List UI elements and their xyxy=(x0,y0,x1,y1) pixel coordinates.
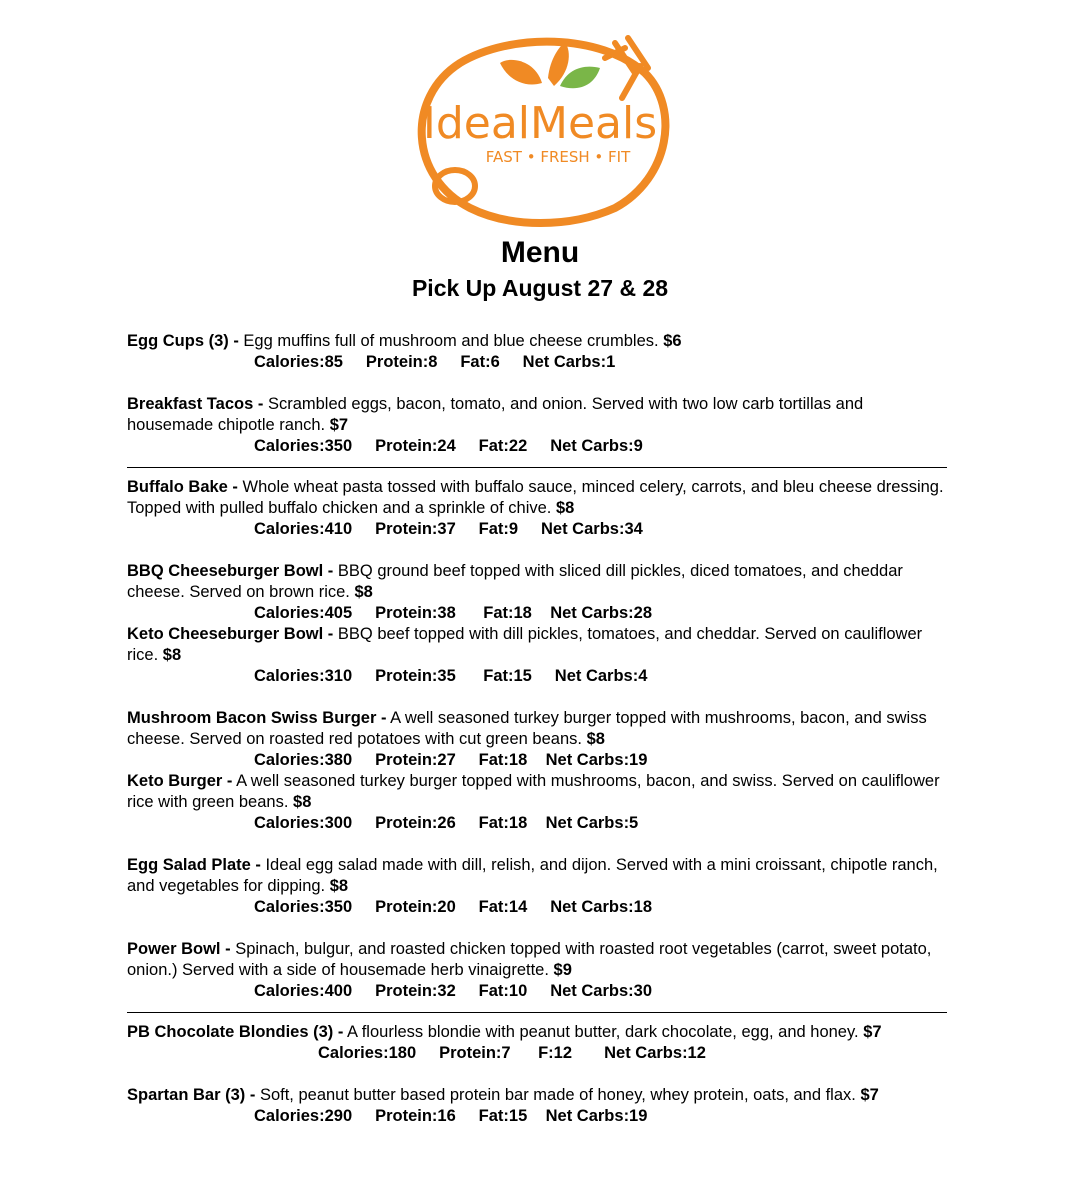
item-description: Scrambled eggs, bacon, tomato, and onion. Served with two low carb tortillas and housemade chipotle ranch. xyxy=(127,395,864,434)
carbs-value: Net Carbs:1 xyxy=(522,353,616,371)
carbs-value: Net Carbs:34 xyxy=(541,520,643,538)
item-name: Power Bowl - xyxy=(127,940,231,958)
item-name: Breakfast Tacos - xyxy=(127,395,264,413)
carbs-value: Net Carbs:4 xyxy=(554,667,648,685)
item-price: $8 xyxy=(555,499,575,517)
fat-value: Fat:10 xyxy=(478,982,528,1000)
fat-value: Fat:15 xyxy=(478,1107,528,1125)
item-price: $9 xyxy=(553,961,572,979)
calories-value: Calories:400 xyxy=(254,982,353,1000)
protein-value: Protein:7 xyxy=(439,1044,511,1062)
item-description: A flourless blondie with peanut butter, dark chocolate, egg, and honey. xyxy=(347,1023,859,1041)
calories-value: Calories:410 xyxy=(254,520,353,538)
section-divider xyxy=(127,1012,947,1013)
calories-value: Calories:405 xyxy=(254,604,353,622)
item-price: $7 xyxy=(860,1086,879,1104)
item-description: Ideal egg salad made with dill, relish, and dijon. Served with a mini croissant, chipotle ranch, and vegetables for dipping. xyxy=(127,856,938,895)
menu-item xyxy=(127,1022,947,1043)
item-price: $8 xyxy=(329,877,349,895)
item-name: Keto Cheeseburger Bowl - xyxy=(127,625,334,643)
carbs-value: Net Carbs:9 xyxy=(550,437,643,455)
menu-item xyxy=(127,477,947,519)
item-nutrition xyxy=(127,352,947,373)
item-nutrition xyxy=(127,750,947,771)
ideal-meals-logo xyxy=(400,28,680,233)
carbs-value: Net Carbs:12 xyxy=(604,1044,706,1062)
item-price: $8 xyxy=(162,646,182,664)
leaf-right-icon xyxy=(560,67,600,89)
protein-value: Protein:32 xyxy=(375,982,456,1000)
fat-value: Fat:9 xyxy=(478,520,519,538)
calories-value: Calories:350 xyxy=(254,898,353,916)
calories-value: Calories:310 xyxy=(254,667,353,685)
item-description: BBQ beef topped with dill pickles, tomatoes, and cheddar. Served on cauliflower rice. xyxy=(127,625,923,664)
item-name: Keto Burger - xyxy=(127,772,233,790)
protein-value: Protein:38 xyxy=(375,604,456,622)
item-price: $7 xyxy=(329,416,349,434)
fat-value: Fat:18 xyxy=(478,814,528,832)
item-name: Spartan Bar (3) - xyxy=(127,1086,256,1104)
menu-item xyxy=(127,855,947,897)
item-price: $8 xyxy=(586,730,605,748)
item-description: Egg muffins full of mushroom and blue cheese crumbles. xyxy=(243,332,659,350)
item-price: $6 xyxy=(663,332,682,350)
item-name: BBQ Cheeseburger Bowl - xyxy=(127,562,334,580)
calories-value: Calories:85 xyxy=(254,353,343,371)
item-nutrition xyxy=(127,519,947,540)
fat-value: Fat:6 xyxy=(460,353,500,371)
menu-item xyxy=(127,939,947,981)
item-description: Spinach, bulgur, and roasted chicken topped with roasted root vegetables (carrot, sweet potato, onion.) Served with a side of housemade herb vinaigrette. xyxy=(127,940,932,979)
menu-item xyxy=(127,331,947,352)
protein-value: Protein:8 xyxy=(365,353,438,371)
calories-value: Calories:290 xyxy=(254,1107,353,1125)
fat-value: Fat:22 xyxy=(478,437,528,455)
fat-value: F:12 xyxy=(538,1044,573,1062)
item-name: PB Chocolate Blondies (3) - xyxy=(127,1023,344,1041)
carbs-value: Net Carbs:19 xyxy=(545,1107,648,1125)
item-nutrition xyxy=(127,666,947,687)
fat-value: Fat:15 xyxy=(483,667,532,685)
menu-item xyxy=(127,394,947,436)
protein-value: Protein:27 xyxy=(375,751,456,769)
carbs-value: Net Carbs:28 xyxy=(550,604,653,622)
carbs-value: Net Carbs:30 xyxy=(550,982,652,1000)
logo-tagline: FAST • FRESH • FIT xyxy=(485,148,631,166)
leaf-left-icon xyxy=(500,60,542,85)
item-nutrition xyxy=(127,1106,947,1127)
fat-value: Fat:18 xyxy=(478,751,528,769)
carbs-value: Net Carbs:19 xyxy=(545,751,648,769)
item-description: A well seasoned turkey burger topped with mushrooms, bacon, and swiss cheese. Served on roasted red potatoes with cut green beans. xyxy=(127,709,927,748)
item-nutrition xyxy=(127,1043,947,1064)
protein-value: Protein:24 xyxy=(375,437,456,455)
item-price: $8 xyxy=(354,583,373,601)
carbs-value: Net Carbs:18 xyxy=(550,898,652,916)
item-description: BBQ ground beef topped with sliced dill pickles, diced tomatoes, and cheddar cheese. Served on brown rice. xyxy=(127,562,903,601)
carbs-value: Net Carbs:5 xyxy=(545,814,639,832)
protein-value: Protein:26 xyxy=(375,814,456,832)
item-name: Egg Salad Plate - xyxy=(127,856,261,874)
fat-value: Fat:18 xyxy=(483,604,532,622)
menu-item xyxy=(127,771,947,813)
calories-value: Calories:300 xyxy=(254,814,353,832)
protein-value: Protein:37 xyxy=(375,520,456,538)
item-nutrition xyxy=(127,813,947,834)
item-nutrition xyxy=(127,603,947,624)
item-price: $7 xyxy=(863,1023,882,1041)
item-description: Soft, peanut butter based protein bar made of honey, whey protein, oats, and flax. xyxy=(259,1086,856,1104)
menu-list xyxy=(127,331,947,1127)
item-nutrition xyxy=(127,436,947,457)
protein-value: Protein:16 xyxy=(375,1107,456,1125)
logo-graphic xyxy=(400,28,680,233)
protein-value: Protein:35 xyxy=(375,667,456,685)
pickup-subtitle: Pick Up August 27 & 28 xyxy=(411,275,669,301)
item-name: Buffalo Bake - xyxy=(127,478,238,496)
calories-value: Calories:380 xyxy=(254,751,353,769)
item-nutrition xyxy=(127,981,947,1002)
item-nutrition xyxy=(127,897,947,918)
menu-item xyxy=(127,624,947,666)
page-title: Menu xyxy=(500,236,580,269)
calories-value: Calories:180 xyxy=(318,1044,417,1062)
item-name: Mushroom Bacon Swiss Burger - xyxy=(127,709,387,727)
item-name: Egg Cups (3) - xyxy=(127,332,239,350)
protein-value: Protein:20 xyxy=(375,898,456,916)
section-divider xyxy=(127,467,947,468)
menu-item xyxy=(127,1085,947,1106)
menu-item xyxy=(127,708,947,750)
fat-value: Fat:14 xyxy=(478,898,528,916)
item-description: A well seasoned turkey burger topped with mushrooms, bacon, and swiss. Served on cauliflower rice with green beans. xyxy=(127,772,940,811)
logo-wordmark: IdealMeals xyxy=(422,98,658,149)
fork-icon xyxy=(605,38,648,98)
calories-value: Calories:350 xyxy=(254,437,353,455)
item-price: $8 xyxy=(293,793,312,811)
menu-item xyxy=(127,561,947,603)
item-description: Whole wheat pasta tossed with buffalo sauce, minced celery, carrots, and bleu cheese dressing. Topped with pulled buffalo chicken and a sprinkle of chive. xyxy=(127,478,944,517)
